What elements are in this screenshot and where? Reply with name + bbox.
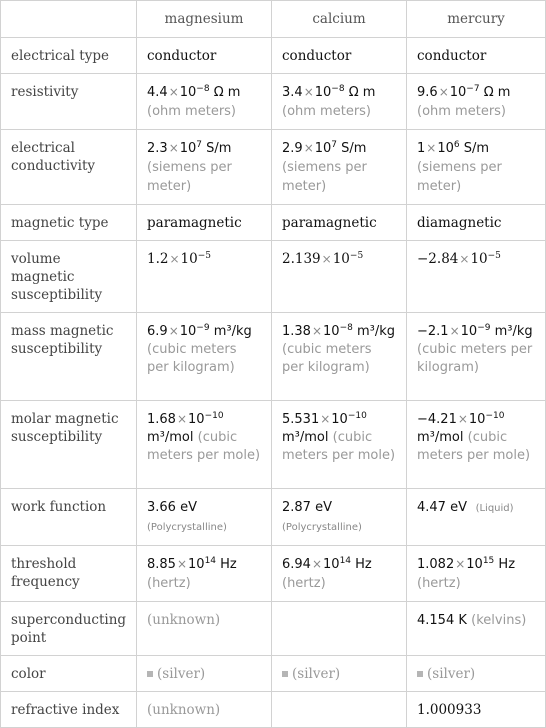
cell-calcium: conductor bbox=[272, 38, 407, 74]
unit-name: (siemens per meter) bbox=[282, 160, 367, 194]
color-swatch bbox=[282, 671, 288, 677]
row-label: molar magnetic susceptibility bbox=[1, 401, 137, 489]
cell-mercury: 4.154 K (kelvins) bbox=[407, 602, 546, 656]
cell-mercury: $-2.84\times 10^{-5}$ bbox=[407, 241, 546, 313]
table-row bbox=[1, 205, 546, 241]
cell-magnesium: (unknown) bbox=[137, 692, 272, 728]
table-row bbox=[1, 38, 546, 74]
unit-name: (cubic meters per kilogram) bbox=[417, 342, 533, 375]
unit-name: (cubic meters per mole) bbox=[417, 430, 531, 463]
cell-magnesium: $8.85\times 10^{14}$ Hz (hertz) bbox=[137, 546, 272, 602]
unit-name: (ohm meters) bbox=[417, 104, 507, 119]
cell-magnesium: (unknown) bbox=[137, 602, 272, 656]
cell-mercury bbox=[407, 130, 546, 205]
cell-mercury bbox=[407, 74, 546, 130]
header-row bbox=[1, 1, 546, 38]
row-label: superconducting point bbox=[1, 602, 137, 656]
table-row bbox=[1, 602, 546, 656]
cell-mercury: $1.082\times 10^{15}$ Hz (hertz) bbox=[407, 546, 546, 602]
cell-magnesium: $1.68\times 10^{-10}$ m³/mol (cubic meters per mole) bbox=[137, 401, 272, 489]
cell-calcium: $5.531\times 10^{-10}$ m³/mol (cubic meters per mole) bbox=[272, 401, 407, 489]
unit-name: (kelvins) bbox=[471, 613, 527, 628]
value: $2.9\times 10^7$ S/m bbox=[282, 140, 367, 156]
cell-mercury: (silver) bbox=[407, 656, 546, 692]
cell-mercury: 1.000933 bbox=[407, 692, 546, 728]
row-label: electrical conductivity bbox=[1, 130, 137, 205]
value: $3.4\times 10^{-8}$ Ω m bbox=[282, 84, 376, 100]
column-header-magnesium: magnesium bbox=[137, 1, 272, 38]
cell-magnesium: 3.66 eV (Polycrystalline) bbox=[137, 489, 272, 546]
note: (Liquid) bbox=[475, 503, 514, 514]
cell-magnesium bbox=[137, 74, 272, 130]
unit-name: (hertz) bbox=[282, 576, 326, 591]
row-label: threshold frequency bbox=[1, 546, 137, 602]
cell-magnesium: (silver) bbox=[137, 656, 272, 692]
cell-calcium: $6.94\times 10^{14}$ Hz (hertz) bbox=[272, 546, 407, 602]
unit-name: (hertz) bbox=[417, 576, 461, 591]
note: (Polycrystalline) bbox=[282, 522, 362, 533]
value: $2.3\times 10^7$ S/m bbox=[147, 140, 232, 156]
color-swatch bbox=[417, 671, 423, 677]
column-header-calcium: calcium bbox=[272, 1, 407, 38]
table-row bbox=[1, 313, 546, 401]
cell-calcium bbox=[272, 74, 407, 130]
cell-magnesium: $1.2\times 10^{-5}$ bbox=[137, 241, 272, 313]
table-row bbox=[1, 692, 546, 728]
unit-name: (ohm meters) bbox=[147, 104, 237, 119]
cell-mercury: $-2.1\times 10^{-9}$ m³/kg (cubic meters per kilogram) bbox=[407, 313, 546, 401]
cell-magnesium bbox=[137, 130, 272, 205]
cell-calcium: 2.87 eV (Polycrystalline) bbox=[272, 489, 407, 546]
row-label: resistivity bbox=[1, 74, 137, 130]
unit-name: (cubic meters per mole) bbox=[147, 430, 261, 463]
row-label: volume magnetic susceptibility bbox=[1, 241, 137, 313]
column-header-mercury: mercury bbox=[407, 1, 546, 38]
table-row bbox=[1, 489, 546, 546]
cell-mercury: 4.47 eV (Liquid) bbox=[407, 489, 546, 546]
row-label: magnetic type bbox=[1, 205, 137, 241]
cell-magnesium: paramagnetic bbox=[137, 205, 272, 241]
cell-calcium: $2.139\times 10^{-5}$ bbox=[272, 241, 407, 313]
table-row bbox=[1, 74, 546, 130]
color-swatch bbox=[147, 671, 153, 677]
cell-calcium: $1.38\times 10^{-8}$ m³/kg (cubic meters per kilogram) bbox=[272, 313, 407, 401]
cell-magnesium: conductor bbox=[137, 38, 272, 74]
unit-name: (cubic meters per kilogram) bbox=[147, 342, 237, 375]
note: (Polycrystalline) bbox=[147, 522, 227, 533]
cell-magnesium: $6.9\times 10^{-9}$ m³/kg (cubic meters per kilogram) bbox=[137, 313, 272, 401]
cell-calcium bbox=[272, 602, 407, 656]
table-row bbox=[1, 241, 546, 313]
row-label: work function bbox=[1, 489, 137, 546]
unit-name: (cubic meters per mole) bbox=[282, 430, 396, 463]
value: $9.6\times 10^{-7}$ Ω m bbox=[417, 84, 511, 100]
cell-calcium: paramagnetic bbox=[272, 205, 407, 241]
cell-mercury: diamagnetic bbox=[407, 205, 546, 241]
unit-name: (siemens per meter) bbox=[417, 160, 502, 194]
cell-mercury: conductor bbox=[407, 38, 546, 74]
value: $1\times 10^6$ S/m bbox=[417, 140, 490, 156]
corner-cell bbox=[1, 1, 137, 38]
cell-calcium bbox=[272, 130, 407, 205]
row-label: color bbox=[1, 656, 137, 692]
table-row bbox=[1, 401, 546, 489]
unit-name: (ohm meters) bbox=[282, 104, 372, 119]
value: $4.4\times 10^{-8}$ Ω m bbox=[147, 84, 241, 100]
row-label: mass magnetic susceptibility bbox=[1, 313, 137, 401]
cell-mercury: $-4.21\times 10^{-10}$ m³/mol (cubic meters per mole) bbox=[407, 401, 546, 489]
row-label: refractive index bbox=[1, 692, 137, 728]
unit-name: (hertz) bbox=[147, 576, 191, 591]
table-row bbox=[1, 656, 546, 692]
cell-calcium: (silver) bbox=[272, 656, 407, 692]
cell-calcium bbox=[272, 692, 407, 728]
row-label: electrical type bbox=[1, 38, 137, 74]
table-row bbox=[1, 130, 546, 205]
unit-name: (cubic meters per kilogram) bbox=[282, 342, 372, 375]
table-row bbox=[1, 546, 546, 602]
unit-name: (siemens per meter) bbox=[147, 160, 232, 194]
